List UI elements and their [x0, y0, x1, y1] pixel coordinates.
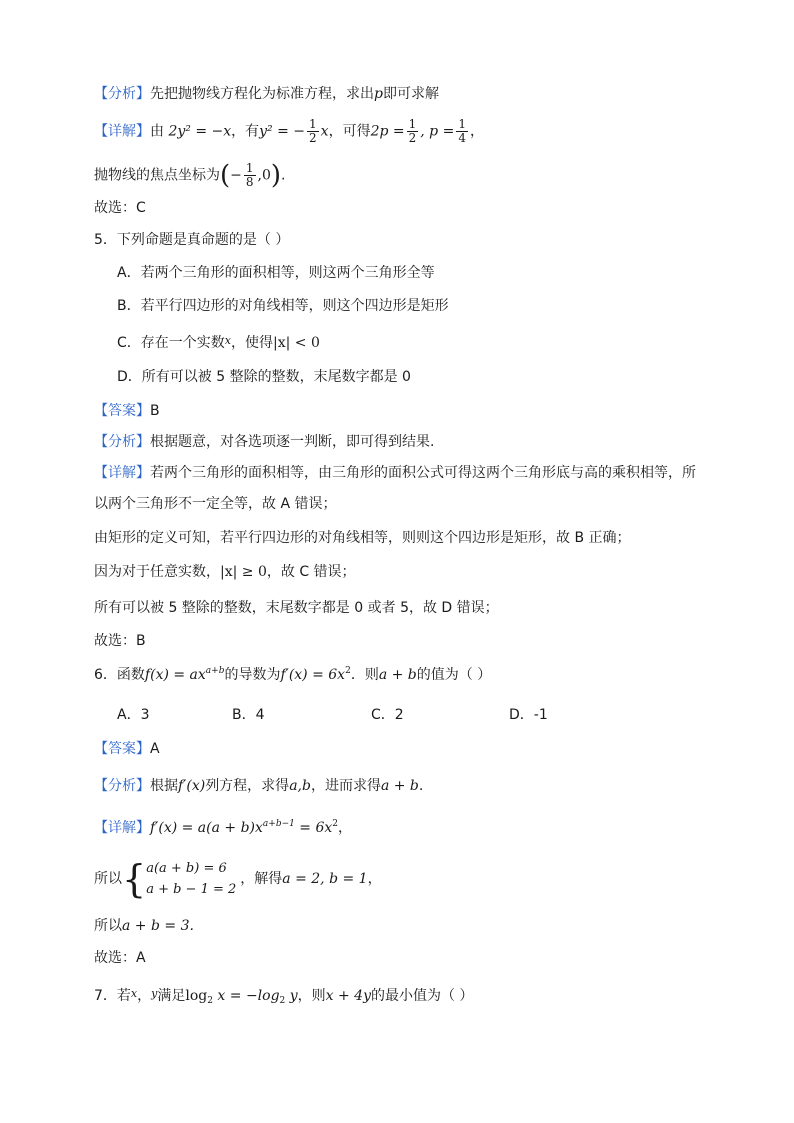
q6-solve-text: ，解得 — [240, 871, 283, 887]
q5-detail-4-math: |x| ≥ 0 — [220, 564, 267, 580]
q6-detail-end: ， — [338, 820, 353, 836]
q6-stem-text: 6．函数 — [94, 667, 145, 683]
q4-focus-text: 抛物线的焦点坐标为 — [94, 167, 220, 184]
q7-stem-text: 7．若 — [94, 988, 131, 1004]
q5-detail-line-5: 所有可以被 5 整除的整数，末尾数字都是 0 或者 5，故 D 错误； — [94, 600, 499, 616]
q6-sum-math: a + b = 3. — [122, 918, 194, 934]
q6-analysis-ab: a + b — [380, 778, 419, 794]
q4-detail-end: ， — [469, 123, 484, 140]
q6-detail-eq-rhs: = 6x — [294, 820, 333, 836]
q5-option-d: D．所有可以被 5 整除的整数，末尾数字都是 0 — [117, 369, 411, 385]
q5-answer-line — [94, 401, 160, 421]
q4-eq3-mid: , p = — [420, 123, 455, 140]
frac-den: 2 — [309, 131, 317, 145]
frac-den: 2 — [408, 131, 417, 145]
q4-eq2: y² = − — [259, 123, 306, 140]
q7-stem-text-c: ，则 — [297, 988, 326, 1004]
q6-analysis-line — [94, 776, 423, 796]
q4-detail-line — [94, 118, 484, 145]
q6-answer: A — [150, 741, 160, 757]
q6-analysis-text: 根据 — [150, 778, 178, 794]
q4-detail-text-c: ，可得 — [328, 123, 371, 140]
analysis-tag: 【分析】 — [94, 434, 150, 450]
q6-stem-fp-exp: 2 — [345, 666, 351, 676]
q6-sum-line — [94, 916, 194, 936]
q4-focus-fraction — [244, 162, 256, 189]
q4-analysis-text-b: 即可求解 — [382, 86, 439, 102]
q6-detail-exp: a+b−1 — [262, 819, 295, 829]
answer-tag: 【答案】 — [94, 741, 150, 757]
q7-stem-text-b: 满足 — [157, 988, 186, 1004]
q4-analysis-var: p — [374, 86, 383, 102]
q6-detail-line — [94, 818, 352, 838]
q6-system-line — [94, 858, 382, 900]
frac-num: 1 — [408, 117, 417, 131]
q6-stem-text-c: ．则 — [350, 667, 379, 683]
detail-tag: 【详解】 — [94, 123, 150, 140]
q6-so-text: 所以 — [94, 871, 122, 887]
analysis-tag: 【分析】 — [94, 778, 150, 794]
frac-den: 4 — [458, 131, 466, 145]
q6-analysis-vars: a,b — [289, 778, 311, 794]
q5-analysis: 根据题意，对各选项逐一判断，即可得到结果. — [150, 434, 435, 450]
frac-num: 1 — [458, 117, 466, 131]
q7-stem-text-d: 的最小值为（ ） — [370, 988, 474, 1004]
q5-detail-line-2: 以两个三角形不一定全等，故 A 错误； — [94, 496, 337, 512]
q5-option-c-math: |x| < 0 — [273, 335, 320, 351]
frac-num: 1 — [245, 161, 254, 175]
left-brace: { — [122, 857, 147, 901]
q5-choice: 故选：B — [94, 633, 146, 649]
q4-focus-end: . — [281, 167, 286, 184]
q7-log-2: x = −log — [212, 988, 280, 1004]
frac-num: 1 — [309, 117, 317, 131]
q6-system-eq-2: a + b − 1 = 2 — [146, 882, 237, 897]
q6-choice: 故选：A — [94, 950, 146, 966]
q4-detail-text-b: ，有 — [231, 123, 260, 140]
frac-den: 8 — [245, 175, 254, 189]
q4-eq3-fraction-2 — [456, 118, 468, 145]
q7-stem-x: x — [130, 987, 138, 1000]
q5-stem: 5．下列命题是真命题的是（ ） — [94, 232, 290, 248]
q6-option-b: B．4 — [232, 707, 265, 723]
q7-log-base-2: 2 — [279, 996, 286, 1006]
q7-stem — [94, 984, 473, 1006]
answer-tag: 【答案】 — [94, 403, 150, 419]
q6-stem-text-b: 的导数为 — [224, 667, 281, 683]
q6-answer-line — [94, 739, 160, 759]
q7-log-y: y — [285, 988, 298, 1004]
q6-solve-math: a = 2, b = 1 — [282, 871, 368, 887]
q5-option-c — [117, 331, 320, 353]
q4-eq2-var: x — [320, 123, 329, 140]
q5-analysis-line — [94, 432, 434, 452]
q7-stem-sep: ， — [137, 988, 152, 1004]
q6-stem-text-d: 的值为（ ） — [416, 667, 492, 683]
q4-focus-rest: ,0 — [257, 167, 271, 184]
q5-detail-4-text-b: ，故 C 错误； — [266, 564, 356, 580]
q6-detail-eq: f′(x) = a(a + b)x — [150, 820, 263, 836]
q5-answer: B — [150, 403, 160, 419]
q6-sum-text: 所以 — [94, 918, 122, 934]
analysis-tag: 【分析】 — [94, 86, 150, 102]
q6-options — [117, 705, 617, 725]
q4-focus-line — [94, 162, 286, 189]
q4-eq2-fraction — [307, 118, 319, 145]
q6-system-eq-1: a(a + b) = 6 — [146, 861, 227, 876]
right-paren: ) — [270, 160, 282, 191]
q5-option-c-text-b: ，使得 — [231, 335, 273, 351]
q7-stem-y: y — [151, 987, 158, 1000]
q5-option-c-text: C．存在一个实数 — [117, 335, 225, 351]
q6-stem-fp: f′(x) = 6x — [280, 667, 346, 683]
left-paren: ( — [220, 160, 231, 191]
q6-analysis-fp: f′(x) — [178, 778, 206, 794]
q5-option-a: A．若两个三角形的面积相等，则这两个三角形全等 — [117, 265, 435, 281]
detail-tag: 【详解】 — [94, 820, 150, 836]
q6-stem — [94, 665, 491, 685]
q4-focus-minus: − — [230, 167, 242, 184]
q6-stem-ab: a + b — [378, 667, 417, 683]
q6-solve-end: ， — [367, 871, 382, 887]
q4-eq1: 2y² = −x — [168, 123, 232, 140]
q6-equation-system — [146, 858, 236, 900]
q5-detail-line-4 — [94, 562, 356, 582]
q5-detail-1: 若两个三角形的面积相等，由三角形的面积公式可得这两个三角形底与高的乘积相等，所 — [150, 465, 696, 481]
q7-log-base-1: 2 — [207, 996, 213, 1006]
q5-detail-4-text: 因为对于任意实数， — [94, 564, 220, 580]
detail-tag: 【详解】 — [94, 465, 150, 481]
q6-detail-eq-rhs-exp: 2 — [332, 819, 339, 829]
q6-option-a: A．3 — [117, 707, 150, 723]
q5-option-c-var: x — [224, 334, 231, 347]
q4-analysis-line — [94, 84, 439, 104]
q6-option-c: C．2 — [371, 707, 404, 723]
q6-stem-exp: a+b — [205, 666, 225, 676]
q4-analysis-text: 先把抛物线方程化为标准方程，求出 — [150, 86, 374, 102]
q4-eq3-fraction — [407, 118, 419, 145]
q5-detail-line-3: 由矩形的定义可知，若平行四边形的对角线相等，则则这个四边形是矩形，故 B 正确； — [94, 530, 631, 546]
q6-analysis-text-b: 列方程，求得 — [205, 778, 290, 794]
q7-stem-expr: x + 4y — [325, 988, 371, 1004]
q4-detail-text: 由 — [150, 123, 164, 140]
q6-analysis-text-c: ，进而求得 — [310, 778, 381, 794]
q5-detail-line-1 — [94, 463, 696, 483]
q4-choice: 故选：C — [94, 200, 146, 216]
q4-eq3-lhs: 2p = — [370, 123, 405, 140]
q7-log-1: log — [185, 988, 208, 1004]
q5-option-b: B．若平行四边形的对角线相等，则这个四边形是矩形 — [117, 298, 449, 314]
q6-option-d: D．-1 — [509, 707, 548, 723]
q6-analysis-end: . — [418, 778, 424, 794]
q6-stem-f: f(x) = ax — [144, 667, 206, 683]
